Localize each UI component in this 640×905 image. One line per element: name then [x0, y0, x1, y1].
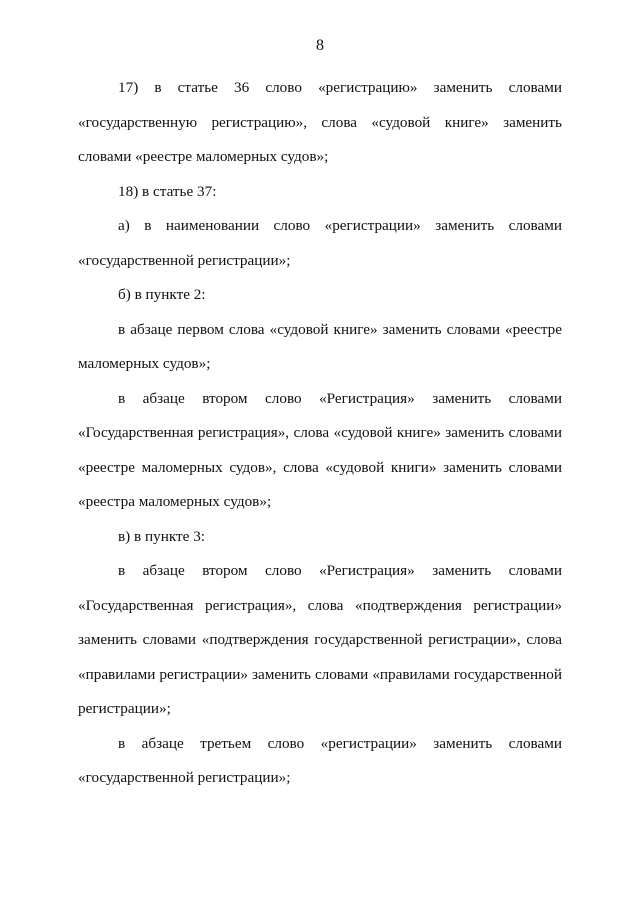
paragraph-item-18b: б) в пункте 2: — [118, 286, 206, 303]
paragraph-item-18v-third: в абзаце третьем слово «регистрации» заменить словами «государственной регистрации»; — [78, 734, 562, 786]
document-body — [78, 71, 562, 796]
paragraph-item-17: 17) в статье 36 слово «регистрацию» заменить словами «государственную регистрацию», слова «судовой книге» заменить словами «реестре маломерных судов»; — [78, 79, 562, 165]
paragraph-item-18b-second: в абзаце втором слово «Регистрация» заменить словами «Государственная регистрация», слова «судовой книге» заменить словами «реестре маломерных судов», слова «судовой книги» заменить словами «реестра маломерных судов»; — [78, 389, 562, 510]
paragraph-item-18b-first: в абзаце первом слова «судовой книге» заменить словами «реестре маломерных судов»; — [78, 320, 562, 372]
paragraph-item-18v: в) в пункте 3: — [118, 527, 206, 545]
paragraph-item-18v-second: в абзаце втором слово «Регистрация» заменить словами «Государственная регистрация», слова «подтверждения регистрации» заменить словами «подтверждения государственной регистрации», слова «правилами регистрации» заменить словами «правилами государственной регистрации»; — [78, 562, 562, 717]
paragraph-item-18: 18) в статье 37: — [118, 182, 217, 200]
page-number: 8 — [316, 37, 324, 54]
paragraph-item-18a: а) в наименовании слово «регистрации» заменить словами «государственной регистрации»; — [78, 217, 562, 269]
